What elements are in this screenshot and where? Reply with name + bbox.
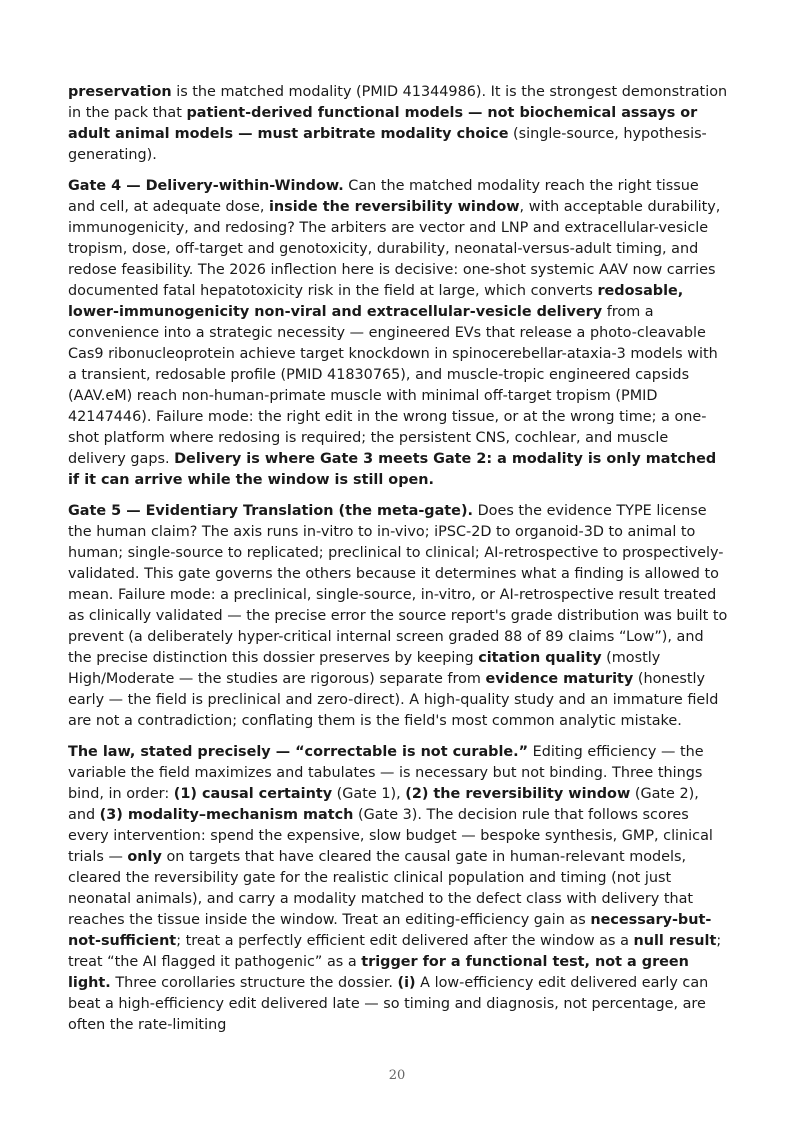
bold-text-run: (2) the reversibility window bbox=[405, 786, 631, 802]
bold-text-run: trigger for a functional test, not a green light. bbox=[68, 954, 689, 991]
text-run: is the matched modality (PMID 41344986). It is the strongest demonstration in the pack that bbox=[68, 84, 728, 121]
text-run: (Gate 1), bbox=[332, 786, 406, 802]
text-run: A low-efficiency edit delivered early can beat a high-efficiency edit delivered late — so timing and diagnosis, not percentage, are often the rate-limiting bbox=[68, 975, 709, 1033]
bold-text-run: Gate 4 — Delivery-within-Window. bbox=[68, 178, 344, 194]
text-run: Three corollaries structure the dossier. bbox=[110, 975, 398, 991]
page-number: 20 bbox=[388, 1068, 406, 1083]
bold-text-run: only bbox=[127, 849, 162, 865]
text-run: (honestly early — the field is preclinical and zero-direct). A high-quality study and an immature field are not a contradiction; conflating them is the field's most common analytic mistake. bbox=[68, 671, 719, 729]
text-run: Editing efficiency — the variable the field maximizes and tabulates — is necessary but not binding. Three things bind, in order: bbox=[68, 744, 704, 802]
bold-text-run: (3) modality–mechanism match bbox=[99, 807, 354, 823]
bold-text-run: patient-derived functional models — not biochemical assays or adult animal models — must arbitrate modality choice bbox=[68, 105, 698, 142]
bold-text-run: preservation bbox=[68, 84, 172, 100]
bold-text-run: citation quality bbox=[478, 650, 602, 666]
text-run: (single-source, hypothesis-generating). bbox=[68, 126, 707, 163]
bold-text-run: (1) causal certainty bbox=[173, 786, 333, 802]
bold-text-run: necessary-but-not-sufficient bbox=[68, 912, 712, 949]
text-run: from a convenience into a strategic necessity — engineered EVs that release a photo-cleavable Cas9 ribonucleoprotein achieve target knockdown in spinocerebellar-ataxia-3 models with a transient, redosable profile (PMID 41830765), and muscle-tropic engineered capsids (AAV.eM) reach non-human-primate muscle with minimal off-target tropism (PMID 42147446). Failure mode: the right edit in the wrong tissue, or at the wrong time; a one-shot platform where redosing is required; the persistent CNS, cochlear, and muscle delivery gaps. bbox=[68, 304, 718, 467]
document-body bbox=[68, 82, 728, 1046]
text-run: (mostly High/Moderate — the studies are rigorous) separate from bbox=[68, 650, 661, 687]
paragraph-preservation bbox=[68, 82, 728, 166]
text-run: (Gate 2), and bbox=[68, 786, 699, 823]
bold-text-run: redosable, lower-immunogenicity non-viral and extracellular-vesicle delivery bbox=[68, 283, 684, 320]
text-run: on targets that have cleared the causal gate in human-relevant models, cleared the reversibility gate for the realistic clinical population and timing (not just neonatal animals), and carry a modality matched to the defect class with delivery that reaches the tissue inside the window. Treat an editing-efficiency gain as bbox=[68, 849, 694, 928]
text-run: (Gate 3). The decision rule that follows scores every intervention: spend the expensive, slow budget — bespoke synthesis, GMP, clinical trials — bbox=[68, 807, 713, 865]
bold-text-run: null result bbox=[633, 933, 717, 949]
bold-text-run: (i) bbox=[397, 975, 416, 991]
bold-text-run: Delivery is where Gate 3 meets Gate 2: a modality is only matched if it can arrive while the window is still open. bbox=[68, 451, 717, 488]
paragraph-law bbox=[68, 742, 728, 1036]
bold-text-run: inside the reversibility window bbox=[268, 199, 520, 215]
bold-text-run: The law, stated precisely — “correctable is not curable.” bbox=[68, 744, 529, 760]
paragraph-gate-5 bbox=[68, 501, 728, 732]
paragraph-gate-4 bbox=[68, 176, 728, 491]
text-run: Can the matched modality reach the right tissue and cell, at adequate dose, bbox=[68, 178, 699, 215]
text-run: ; treat a perfectly efficient edit delivered after the window as a bbox=[176, 933, 634, 949]
bold-text-run: evidence maturity bbox=[485, 671, 634, 687]
text-run: Does the evidence TYPE license the human claim? The axis runs in-vitro to in-vivo; iPSC-2D to organoid-3D to animal to human; single-source to replicated; preclinical to clinical; AI-retrospective to prospectively-validated. This gate governs the others because it determines what a finding is allowed to mean. Failure mode: a preclinical, single-source, in-vitro, or AI-retrospective result treated as clinically validated — the precise error the source report's grade distribution was built to prevent (a deliberately hyper-critical internal screen graded 88 of 89 claims “Low”), and the precise distinction this dossier preserves by keeping bbox=[68, 503, 728, 666]
text-run: , with acceptable durability, immunogenicity, and redosing? The arbiters are vector and LNP and extracellular-vesicle tropism, dose, off-target and genotoxicity, durability, neonatal-versus-adult timing, and redose feasibility. The 2026 inflection here is decisive: one-shot systemic AAV now carries documented fatal hepatotoxicity risk in the field at large, which converts bbox=[68, 199, 721, 299]
bold-text-run: Gate 5 — Evidentiary Translation (the meta-gate). bbox=[68, 503, 473, 519]
text-run: ; treat “the AI flagged it pathogenic” as a bbox=[68, 933, 722, 970]
